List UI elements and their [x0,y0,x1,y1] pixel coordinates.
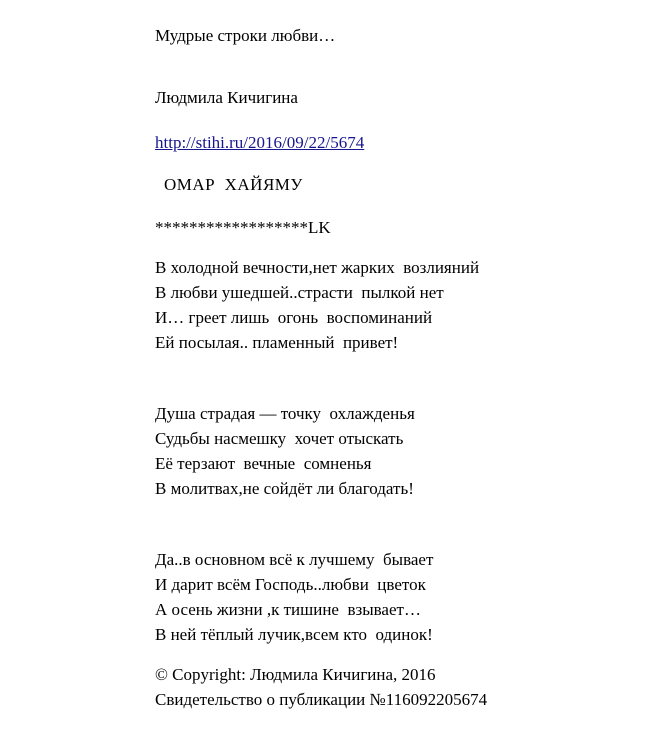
poem-line: Да..в основном всё к лучшему бывает [155,550,434,569]
poem-line: Её терзают вечные сомненья [155,454,372,473]
author-name: Людмила Кичигина [155,88,298,107]
poem-line: Душа страдая — точку охлажденья [155,404,415,423]
dedication-line: ОМАР ХАЙЯМУ [164,175,303,194]
stanza-1 [155,255,623,355]
source-link[interactable]: http://stihi.ru/2016/09/22/5674 [155,133,365,152]
poem-line: В холодной вечности,нет жарких возлияний [155,258,480,277]
copyright-line: © Copyright: Людмила Кичигина, 2016 [155,665,436,684]
poem-line: В молитвах,не сойдёт ли благодать! [155,479,414,498]
poem-line: И дарит всём Господь..любви цветок [155,575,426,594]
certificate-line: Свидетельство о публикации №116092205674 [155,690,488,709]
stanza-3 [155,547,623,647]
poem-line: Ей посылая.. пламенный привет! [155,333,399,352]
stanza-2 [155,401,623,501]
poem-line: В ней тёплый лучик,всем кто одинок! [155,625,433,644]
poem-line: А осень жизни ,к тишине взывает… [155,600,421,619]
publication-footer [155,662,623,712]
poem-line: Судьбы насмешку хочет отыскать [155,429,404,448]
poem-line: И… греет лишь огонь воспоминаний [155,308,433,327]
separator-line: ******************LK [155,218,331,237]
poem-title: Мудрые строки любви… [155,26,336,45]
poem-line: В любви ушедшей..страсти пылкой нет [155,283,444,302]
